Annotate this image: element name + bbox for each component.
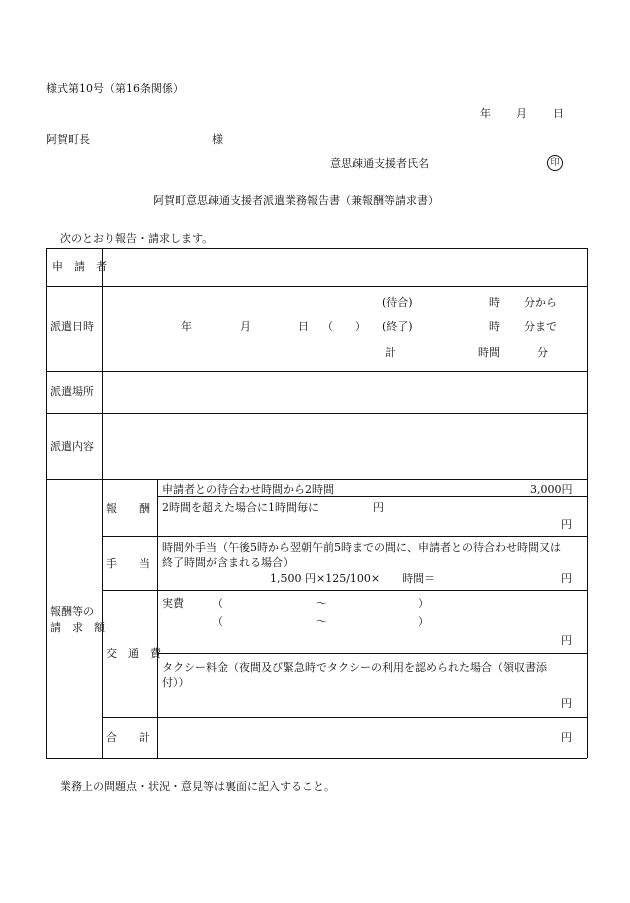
transport-paren-close-1: ） (418, 597, 429, 610)
remuneration-extra: 2時間を超えた場合に1時間毎に (162, 501, 319, 514)
transport-actual-yen: 円 (561, 634, 572, 647)
dispatch-year: 年 (181, 320, 192, 333)
date-month: 月 (516, 107, 527, 120)
dispatch-weekday: （ ） (322, 320, 366, 333)
hour-until: 時 (489, 320, 500, 333)
transport-paren-open-2: （ (212, 615, 223, 628)
taxi-fee-line2: 付）） (162, 676, 190, 689)
dispatch-content-label: 派遣内容 (50, 440, 94, 453)
allowance-yen: 円 (561, 572, 572, 585)
seal-label: 印 (547, 155, 563, 171)
total-yen: 円 (561, 731, 572, 744)
total-hours: 時間 (478, 346, 500, 359)
dispatch-place-field[interactable] (104, 373, 584, 411)
minute-until: 分まで (524, 320, 557, 333)
remuneration-total-yen: 円 (561, 518, 572, 531)
minute-from: 分から (524, 296, 557, 309)
remuneration-base: 申請者との待合わせ時間から2時間 (162, 483, 334, 496)
form-number: 様式第10号（第16条関係） (46, 82, 184, 95)
total-minutes: 分 (537, 346, 548, 359)
remuneration-label: 報 酬 (106, 502, 150, 515)
transport-label: 交 通 費 (106, 647, 161, 660)
dispatch-datetime-label: 派遣日時 (50, 320, 94, 333)
total-time-label: 計 (385, 346, 396, 359)
remuneration-base-amount: 3,000円 (530, 483, 573, 496)
addressee: 阿賀町長 (46, 133, 90, 146)
applicant-label: 申 請 者 (52, 260, 107, 273)
fees-label-line2: 請 求 額 (50, 621, 105, 634)
applicant-field[interactable] (104, 250, 584, 284)
waiting-label: (待合) (382, 296, 413, 309)
allowance-formula: 1,500 円×125/100× 時間＝ (270, 572, 436, 585)
dispatch-day: 日 (298, 320, 309, 333)
allowance-desc-line1: 時間外手当（午後5時から翌朝午前5時までの間に、申請者との待合わせ時間又は (162, 541, 561, 554)
document-title: 阿賀町意思疎通支援者派遣業務報告書（兼報酬等請求書） (153, 194, 439, 207)
dispatch-content-field[interactable] (104, 415, 584, 477)
date-year: 年 (480, 107, 491, 120)
intro-text: 次のとおり報告・請求します。 (60, 232, 214, 245)
dispatch-month: 月 (240, 320, 251, 333)
ending-label: (終了) (382, 320, 413, 333)
total-label: 合 計 (106, 731, 150, 744)
addressee-honorific: 様 (212, 133, 223, 146)
footer-note: 業務上の問題点・状況・意見等は裏面に記入すること。 (60, 780, 335, 793)
seal-icon (547, 155, 563, 171)
hour-from: 時 (489, 296, 500, 309)
transport-paren-close-2: ） (418, 615, 429, 628)
transport-tilde-2: ～ (316, 615, 327, 628)
taxi-fee-line1: タクシー料金（夜間及び緊急時でタクシーの利用を認められた場合（領収書添 (162, 661, 547, 674)
date-day: 日 (553, 107, 564, 120)
dispatch-place-label: 派遣場所 (50, 385, 94, 398)
fees-label-line1: 報酬等の (50, 605, 94, 618)
allowance-desc-line2: 終了時間が含まれる場合） (162, 556, 294, 569)
taxi-fee-yen: 円 (561, 697, 572, 710)
transport-actual-label: 実費 (162, 597, 184, 610)
allowance-label: 手 当 (106, 557, 150, 570)
transport-tilde-1: ～ (316, 597, 327, 610)
transport-paren-open-1: （ (212, 597, 223, 610)
remuneration-extra-yen: 円 (373, 501, 384, 514)
supporter-name-label: 意思疎通支援者氏名 (330, 157, 429, 170)
